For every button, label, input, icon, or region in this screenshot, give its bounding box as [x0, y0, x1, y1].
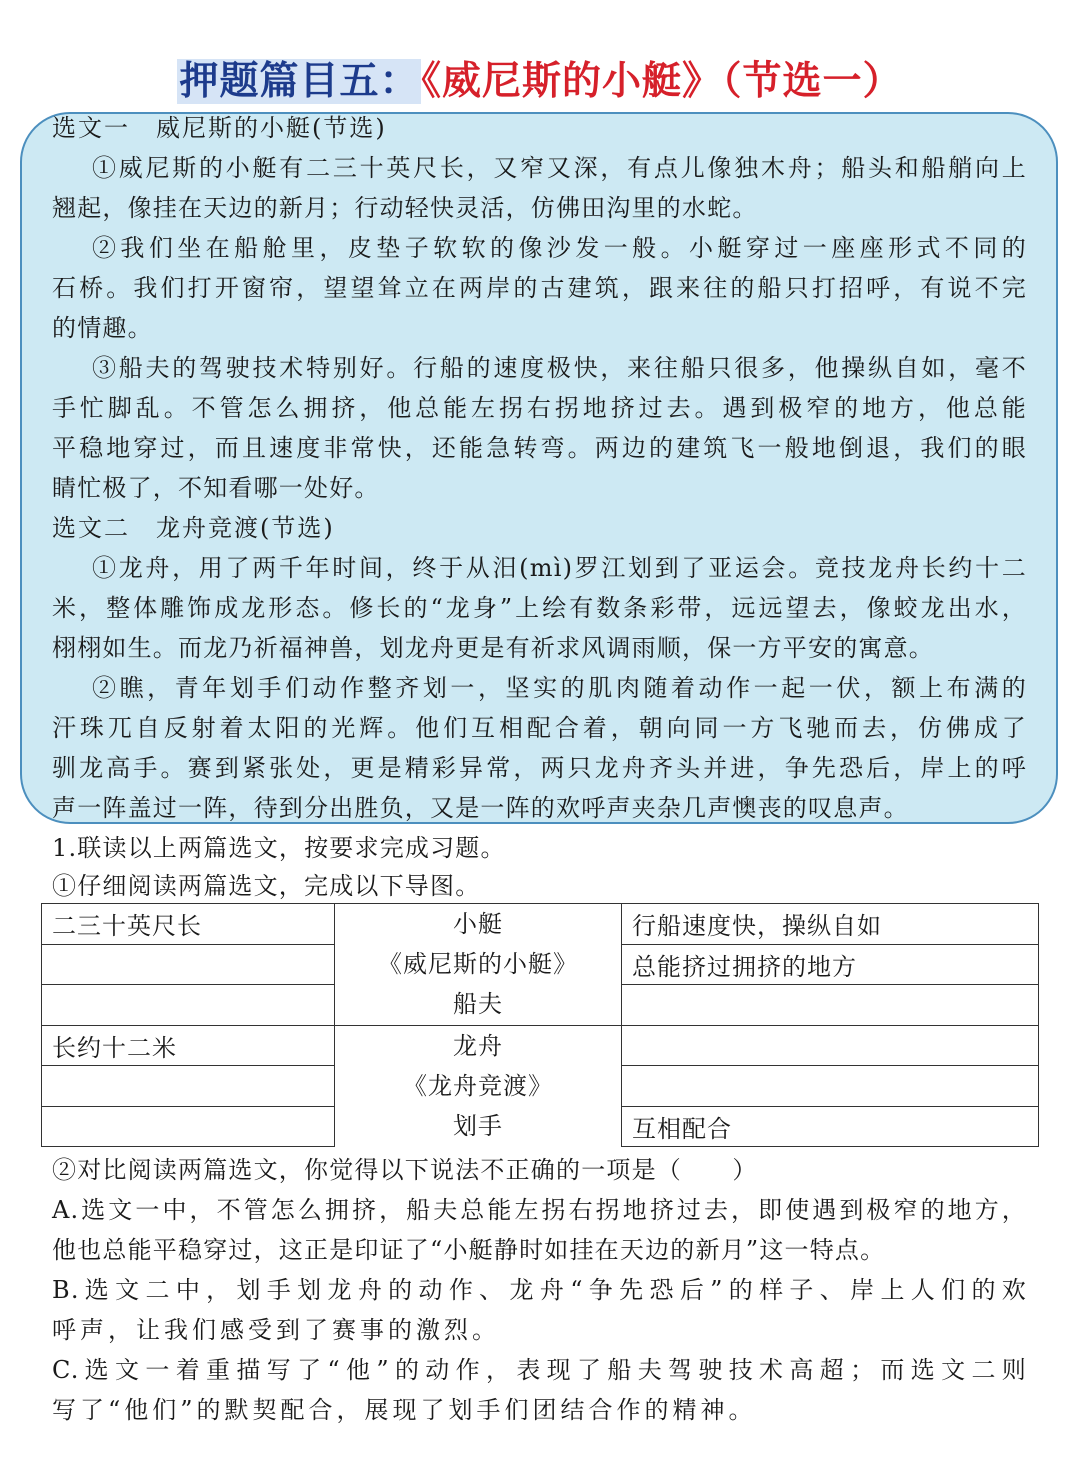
- center-label: 船夫: [453, 990, 503, 1019]
- passage1-line: 石桥。我们打开窗帘，望望耸立在两岸的古建筑，跟来往的船只打招呼，有说不完: [52, 274, 1027, 302]
- answer-blank[interactable]: [622, 1066, 1039, 1106]
- passage1-line: 翘起，像挂在天边的新月；行动轻快灵活，仿佛田沟里的水蛇。: [52, 194, 758, 222]
- answer-blank[interactable]: [42, 985, 335, 1026]
- question-sub1: ①仔细阅读两篇选文，完成以下导图。: [52, 872, 481, 900]
- passage2-line: 声一阵盖过一阵，待到分出胜负，又是一阵的欢呼声夹杂几声懊丧的叹息声。: [52, 794, 909, 822]
- passage1-line: 睛忙极了，不知看哪一处好。: [52, 474, 380, 502]
- passage2-line: 栩栩如生。而龙乃祈福神兽，划龙舟更是有祈求风调雨顺，保一方平安的寓意。: [52, 634, 934, 662]
- option-line: 写了“他们”的默契配合，展现了划手们团结合作的精神。: [52, 1396, 757, 1424]
- passage1-line: 的情趣。: [52, 314, 153, 342]
- question-sub2: ②对比阅读两篇选文，你觉得以下说法不正确的一项是（ ）: [52, 1156, 758, 1184]
- option-line: C.选文一着重描写了“他”的动作，表现了船夫驾驶技术高超；而选文二则: [52, 1356, 1027, 1384]
- option-line: 他也总能平稳穿过，这正是印证了“小艇静时如挂在天边的新月”这一特点。: [52, 1236, 886, 1264]
- passage2-heading: 选文二 龙舟竞渡(节选): [52, 514, 335, 542]
- answer-blank[interactable]: [42, 1066, 335, 1106]
- center-label: 划手: [453, 1112, 503, 1141]
- passage2-line: 驯龙高手。赛到紧张处，更是精彩异常，两只龙舟齐头并进，争先恐后，岸上的呼: [52, 754, 1027, 782]
- passage2-line: 米，整体雕饰成龙形态。修长的“龙身”上绘有数条彩带，远远望去，像蛟龙出水，: [52, 594, 1027, 622]
- title-book: 《威尼斯的小艇》: [421, 59, 722, 104]
- passage2-line: 汗珠兀自反射着太阳的光辉。他们互相配合着，朝向同一方飞驰而去，仿佛成了: [52, 714, 1027, 742]
- passage1-line: 手忙脚乱。不管怎么拥挤，他总能左拐右拐地挤过去。遇到极窄的地方，他总能: [52, 394, 1027, 422]
- table-center-cell: [335, 1025, 622, 1146]
- answer-blank[interactable]: [622, 1025, 1039, 1065]
- passage1-line: ①威尼斯的小艇有二三十英尺长，又窄又深，有点儿像独木舟；船头和船艄向上: [92, 154, 1027, 182]
- table-cell: 二三十英尺长: [42, 904, 335, 945]
- mind-map-table: [41, 903, 1039, 1147]
- table-cell: 行船速度快，操纵自如: [622, 904, 1039, 945]
- question-stem: 1.联读以上两篇选文，按要求完成习题。: [52, 834, 506, 862]
- page-title: [0, 50, 1080, 106]
- answer-blank[interactable]: [42, 944, 335, 985]
- option-line: 呼声，让我们感受到了赛事的激烈。: [52, 1316, 500, 1344]
- passage2-line: ①龙舟，用了两千年时间，终于从汨(mì)罗江划到了亚运会。竞技龙舟长约十二: [92, 554, 1027, 582]
- option-line: A.选文一中，不管怎么拥挤，船夫总能左拐右拐地挤过去，即使遇到极窄的地方，: [52, 1196, 1027, 1224]
- passage2-line: ②瞧，青年划手们动作整齐划一，坚实的肌肉随着动作一起一伏，额上布满的: [92, 674, 1027, 702]
- answer-blank[interactable]: [42, 1106, 335, 1146]
- answer-blank[interactable]: [622, 985, 1039, 1026]
- center-label: 小艇: [453, 910, 503, 939]
- passage1-line: ③船夫的驾驶技术特别好。行船的速度极快，来往船只很多，他操纵自如，毫不: [92, 354, 1027, 382]
- passage1-line: ②我们坐在船舱里，皮垫子软软的像沙发一般。小艇穿过一座座形式不同的: [92, 234, 1027, 262]
- table-cell: 总能挤过拥挤的地方: [622, 944, 1039, 985]
- center-label: 《龙舟竞渡》: [403, 1072, 553, 1101]
- passage1-heading: 选文一 威尼斯的小艇(节选): [52, 114, 387, 142]
- title-suffix: （节选一）: [722, 59, 903, 104]
- passage1-line: 平稳地穿过，而且速度非常快，还能急转弯。两边的建筑飞一般地倒退，我们的眼: [52, 434, 1027, 462]
- center-label: 龙舟: [453, 1032, 503, 1061]
- table-cell: 长约十二米: [42, 1025, 335, 1065]
- center-label: 《威尼斯的小艇》: [378, 950, 578, 979]
- option-line: B.选文二中，划手划龙舟的动作、龙舟“争先恐后”的样子、岸上人们的欢: [52, 1276, 1027, 1304]
- table-center-cell: [335, 904, 622, 1026]
- title-prefix: 押题篇目五：: [179, 59, 420, 104]
- table-cell: 互相配合: [622, 1106, 1039, 1146]
